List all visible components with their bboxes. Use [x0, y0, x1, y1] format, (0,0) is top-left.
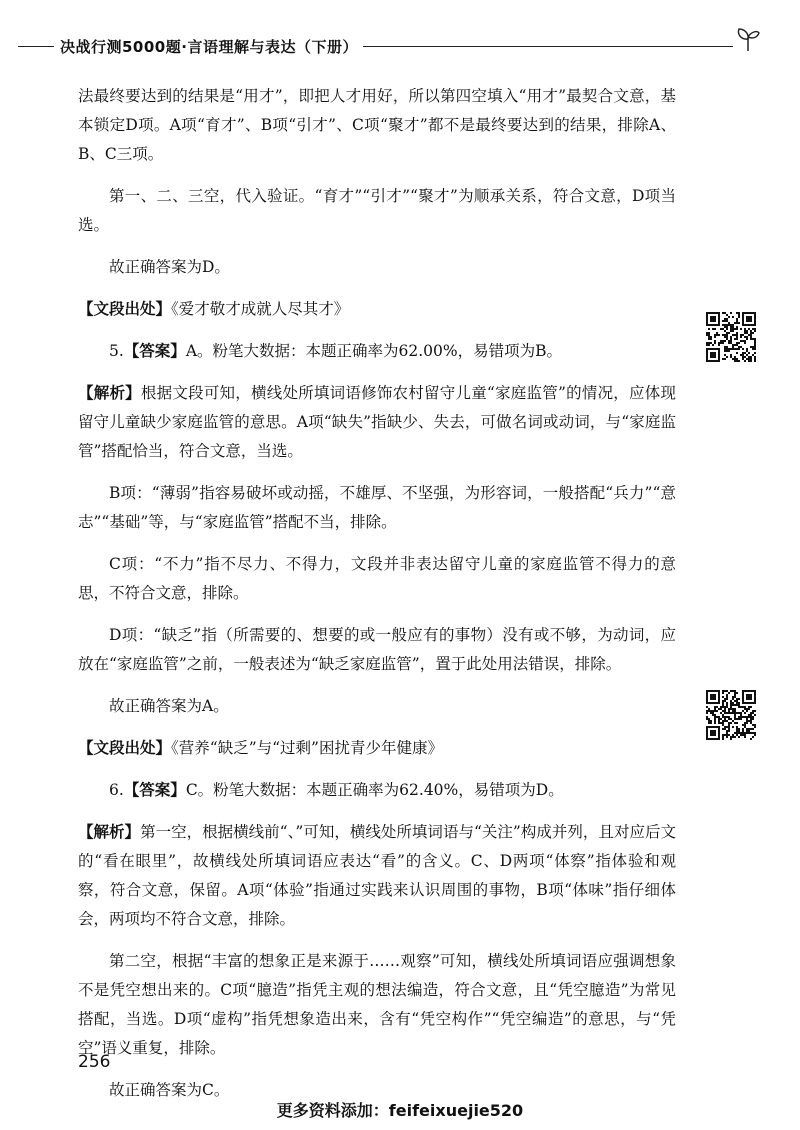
paragraph-text: A。粉笔大数据：本题正确率为62.00%，易错项为B。	[185, 342, 562, 360]
paragraph-text: 根据文段可知，横线处所填词语修饰农村留守儿童“家庭监管”的情况，应体现留守儿童缺少家庭监管的意思。A项“缺失”指缺少、失去，可做名词或动词，与“家庭监管”搭配恰当，符合文意，当选。	[78, 384, 676, 460]
paragraph	[78, 776, 676, 805]
section-label: 【文段出处】	[78, 739, 172, 757]
header-rule-left	[18, 46, 54, 47]
paragraph-text: 故正确答案为C。	[109, 1081, 230, 1099]
qr-code-question-5[interactable]	[706, 312, 756, 362]
paragraph	[78, 295, 676, 324]
paragraph-text: 5.	[109, 342, 124, 360]
paragraph-text: 第一、二、三空，代入验证。“育才”“引才”“聚才”为顺承关系，符合文意，D项当选。	[78, 187, 676, 234]
paragraph	[78, 337, 676, 366]
paragraph	[78, 550, 676, 608]
page-content	[78, 82, 676, 1118]
section-label: 【解析】	[78, 823, 141, 841]
paragraph	[78, 182, 676, 240]
paragraph-text: 第二空，根据“丰富的想象正是来源于……观察”可知，横线处所填词语应强调想象不是凭空想出来的。C项“臆造”指凭主观的想法编造，符合文意，且“凭空臆造”为常见搭配，当选。D项“虚构”指凭想象造出来，含有“凭空构作”“凭空编造”的意思，与“凭空”语义重复，排除。	[78, 952, 676, 1057]
paragraph	[78, 379, 676, 466]
paragraph-text: C。粉笔大数据：本题正确率为62.40%，易错项为D。	[185, 781, 564, 799]
paragraph-text: 故正确答案为D。	[109, 258, 230, 276]
paragraph-text: B项：“薄弱”指容易破坏或动摇，不雄厚、不坚强，为形容词，一般搭配“兵力”“意志”“基础”等，与“家庭监管”搭配不当，排除。	[78, 484, 676, 531]
paragraph-text: D项：“缺乏”指（所需要的、想要的或一般应有的事物）没有或不够，为动词，应放在“家庭监管”之前，一般表述为“缺乏家庭监管”，置于此处用法错误，排除。	[78, 626, 676, 673]
paragraph-text: 法最终要达到的结果是“用才”，即把人才用好，所以第四空填入“用才”最契合文意，基本锁定D项。A项“育才”、B项“引才”、C项“聚才”都不是最终要达到的结果，排除A、B、C三项。	[78, 87, 676, 163]
page-header	[18, 28, 738, 64]
paragraph-text: 第一空，根据横线前“、”可知，横线处所填词语与“关注”构成并列，且对应后文的“看在眼里”，故横线处所填词语应表达“看”的含义。C、D两项“体察”指体验和观察，符合文意，保留。A项“体验”指通过实践来认识周围的事物，B项“体味”指仔细体会，两项均不符合文意，排除。	[78, 823, 676, 928]
paragraph	[78, 479, 676, 537]
page-number: 256	[78, 1052, 111, 1072]
section-label: 【解析】	[78, 384, 141, 402]
paragraph-text: 故正确答案为A。	[109, 697, 229, 715]
paragraph	[78, 692, 676, 721]
qr-code-question-6[interactable]	[706, 690, 756, 740]
paragraph	[78, 734, 676, 763]
header-rule-right	[363, 46, 733, 47]
header-title: 决战行测5000题·言语理解与表达（下册）	[60, 38, 358, 56]
footer-note: 更多资料添加：feifeixuejie520	[276, 1101, 524, 1120]
paragraph	[78, 253, 676, 282]
paragraph	[78, 947, 676, 1063]
paragraph	[78, 82, 676, 169]
paragraph	[78, 818, 676, 934]
section-label: 【答案】	[123, 342, 186, 360]
paragraph-text: 《爱才敬才成就人尽其才》	[171, 300, 350, 318]
paragraph-text: 《营养“缺乏”与“过剩”困扰青少年健康》	[171, 739, 443, 757]
paragraph-text: C项：“不力”指不尽力、不得力，文段并非表达留守儿童的家庭监管不得力的意思，不符合文意，排除。	[78, 555, 676, 602]
paragraph	[78, 621, 676, 679]
paragraph-text: 6.	[109, 781, 124, 799]
section-label: 【文段出处】	[78, 300, 172, 318]
section-label: 【答案】	[123, 781, 186, 799]
sprout-icon	[735, 26, 761, 52]
